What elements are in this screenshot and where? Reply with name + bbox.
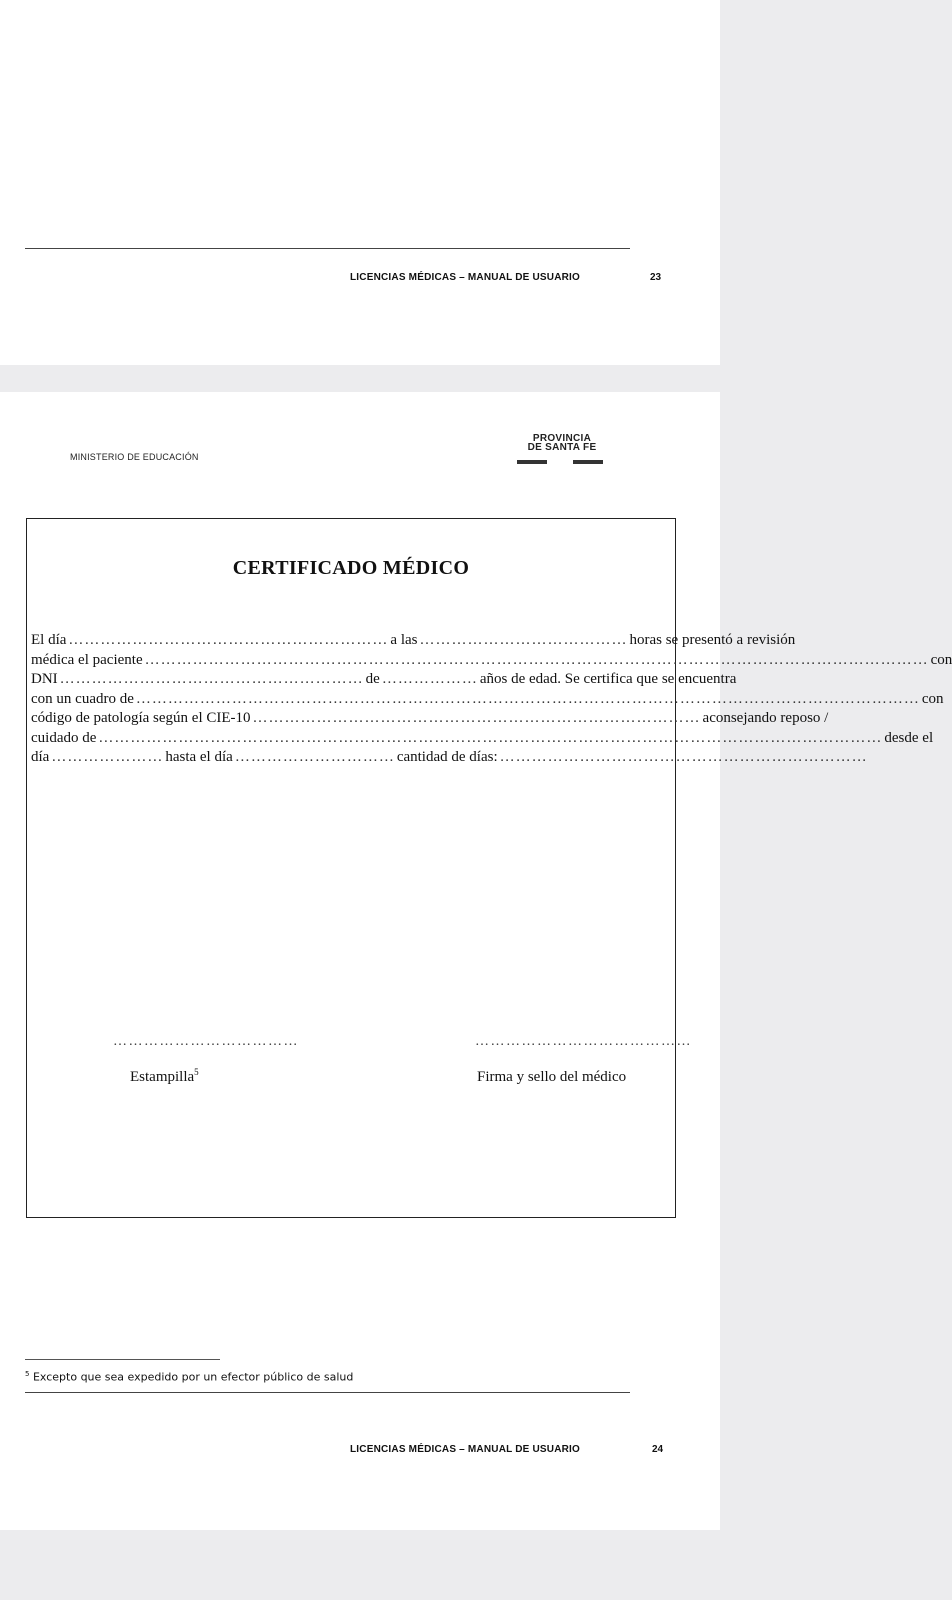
- stamp-line: ………………………………: [113, 1034, 299, 1049]
- certificate-line: con un cuadro de ………………………………………………………………………………………………………………………………… con: [31, 690, 671, 710]
- certificate-line: día ………………… hasta el día ………………………… cantidad de días: ……………………………………………………………: [31, 748, 671, 768]
- line-text: día: [31, 749, 50, 765]
- province-line2: DE SANTA FE: [527, 442, 597, 453]
- certificate-line: El día …………………………………………………… a las ………………………………… horas se presentó a revisión: [31, 631, 671, 651]
- footnote-marker: 5: [25, 1370, 30, 1378]
- certificate-line: DNI ………………………………………………… de ……………… años de edad. Se certifica que se encuentra: [31, 670, 671, 690]
- line-text: a las: [390, 632, 418, 648]
- footer-rule: [25, 1392, 630, 1393]
- footer-title: LICENCIAS MÉDICAS – MANUAL DE USUARIO: [350, 272, 581, 283]
- page-23: [0, 0, 720, 365]
- line-text: desde el: [884, 729, 934, 746]
- signature-label: Firma y sello del médico: [477, 1069, 627, 1085]
- medical-certificate-form: [26, 518, 952, 1218]
- province-logo: [517, 434, 607, 464]
- line-text: hasta el día: [165, 749, 233, 765]
- line-text: DNI: [31, 671, 58, 687]
- footer-rule: [25, 248, 630, 249]
- province-line1: PROVINCIA: [532, 433, 592, 444]
- certificate-line: código de patología según el CIE-10 ………………………………………………………………………… aconsejando reposo /: [31, 709, 671, 729]
- footnote-text: Excepto que sea expedido por un efector público de salud: [32, 1370, 354, 1384]
- page-number: 24: [652, 1444, 664, 1455]
- page-number: 23: [650, 272, 662, 283]
- stamp-label: [130, 1067, 199, 1086]
- line-text: horas se presentó a revisión: [629, 632, 796, 648]
- certificate-body: [31, 631, 952, 768]
- line-text: aconsejando reposo /: [702, 710, 829, 726]
- page-24: [0, 392, 952, 1530]
- line-text: cantidad de días:: [396, 749, 498, 765]
- line-text: médica el paciente: [31, 651, 143, 668]
- ministry-header: MINISTERIO DE EDUCACIÓN: [70, 452, 199, 462]
- line-text: código de patología según el CIE-10: [31, 710, 251, 726]
- footnote-rule: [25, 1359, 220, 1360]
- footnote: [25, 1370, 353, 1384]
- line-text: con un cuadro de: [31, 690, 134, 707]
- footer-title: LICENCIAS MÉDICAS – MANUAL DE USUARIO: [350, 1444, 581, 1455]
- certificate-line: cuidado de ………………………………………………………………………………………………………………………………… desde el: [31, 729, 671, 749]
- certificate-line: médica el paciente ………………………………………………………………………………………………………………………………… con: [31, 651, 671, 671]
- line-text: con: [930, 651, 952, 668]
- stamp-label-text: Estampilla: [130, 1069, 195, 1085]
- line-text: con: [921, 690, 944, 707]
- line-text: años de edad. Se certifica que se encuentra: [479, 671, 737, 687]
- certificate-title: CERTIFICADO MÉDICO: [232, 557, 470, 579]
- province-logo-bars: [517, 460, 607, 464]
- line-text: El día: [31, 632, 67, 648]
- line-text: de: [365, 671, 380, 687]
- footnote-ref: 5: [194, 1067, 199, 1077]
- line-text: cuidado de: [31, 729, 97, 746]
- signature-line: ……………………………………: [475, 1034, 692, 1049]
